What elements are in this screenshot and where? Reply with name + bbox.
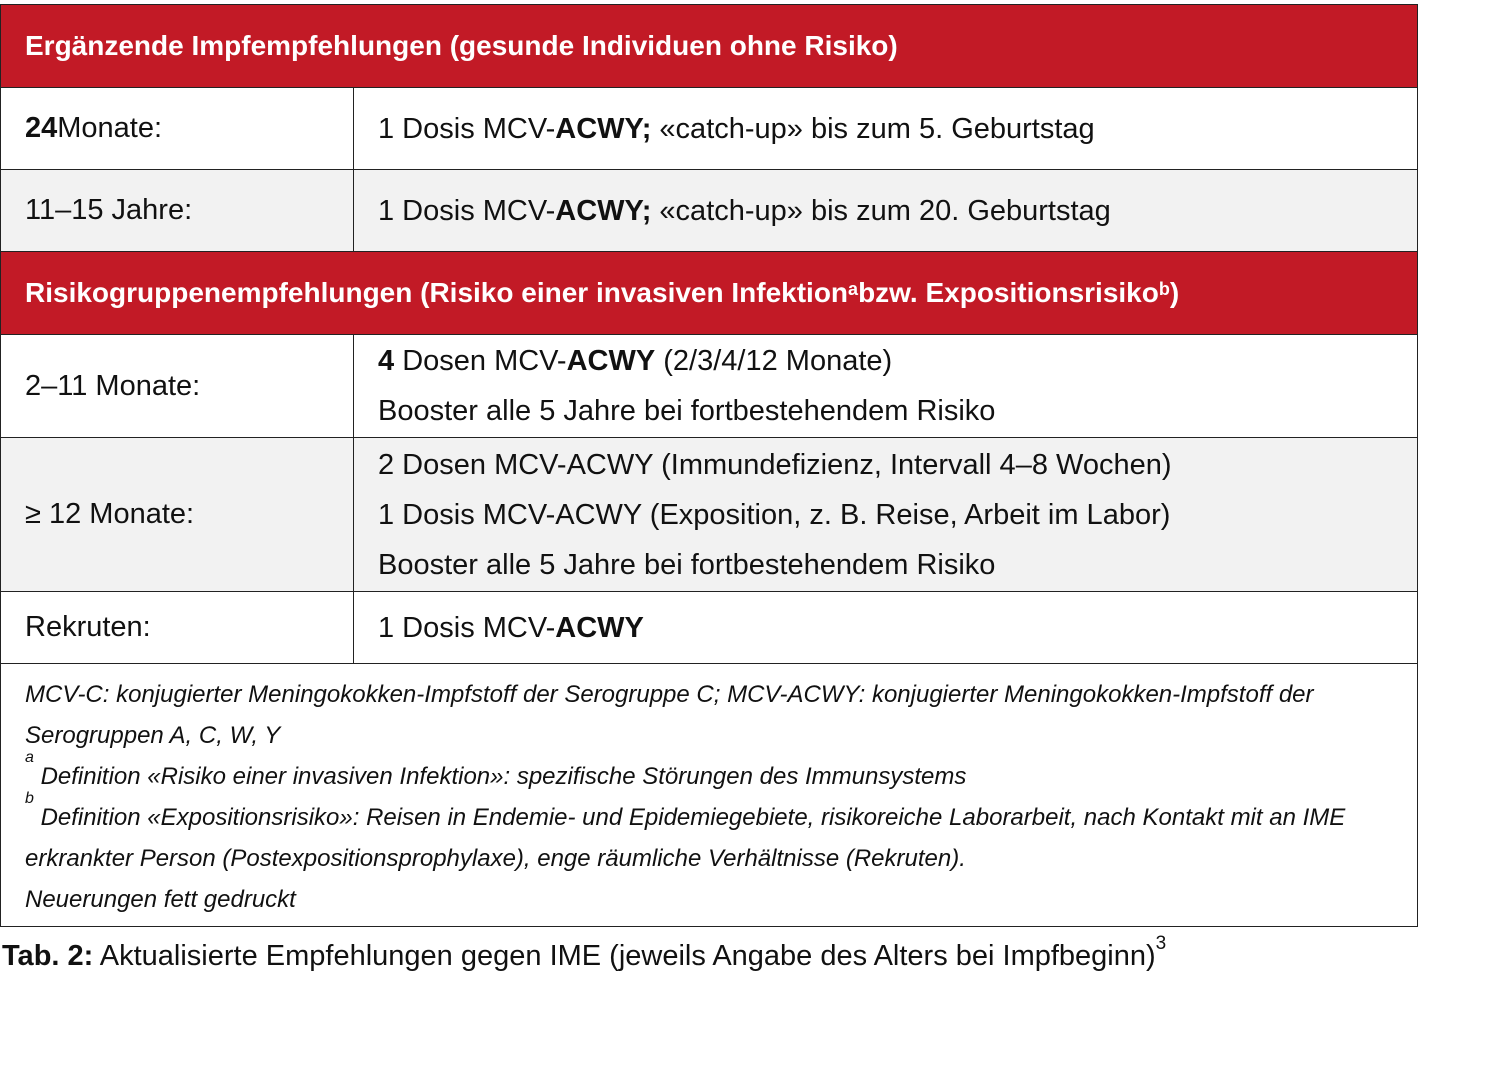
recommendation-cell: 1 Dosis MCV-ACWY [378, 611, 644, 644]
recommendation-cell: 4 Dosen MCV-ACWY (2/3/4/12 Monate) Booster alle 5 Jahre bei fortbestehendem Risiko [378, 345, 996, 427]
table-row [1, 438, 1417, 592]
recommendation-cell: 1 Dosis MCV-ACWY; «catch-up» bis zum 20. Geburtstag [378, 194, 1111, 227]
age-cell: ≥ 12 Monate: [1, 438, 354, 591]
footnote-b: $^b$ Definition «Expositionsrisiko»: Reisen in Endemie- und Epidemiegebiete, risikoreiche Laborarbeit, nach Kontakt mit an IME erkrankter Person (Postexpositionsprophylaxe), enge räumliche Verhältnisse (Rekruten). [25, 790, 1346, 872]
table-footnotes [1, 664, 1417, 926]
recommendation-cell: 1 Dosis MCV-ACWY; «catch-up» bis zum 5. Geburtstag [378, 112, 1095, 145]
bold-note: Neuerungen fett gedruckt [25, 886, 296, 913]
table-row [1, 170, 1417, 252]
age-cell: 2–11 Monate: [1, 335, 354, 437]
table-row [1, 88, 1417, 170]
table-caption: Tab. 2: Aktualisierte Empfehlungen gegen IME (jeweils Angabe des Alters bei Impfbeginn)$^3$ [2, 933, 1167, 972]
recommendation-cell: 2 Dosen MCV-ACWY (Immundefizienz, Intervall 4–8 Wochen) 1 Dosis MCV-ACWY (Exposition, z. B. Reise, Arbeit im Labor) Booster alle 5 Jahre bei fortbestehendem Risiko [378, 448, 1172, 581]
section-header-supplementary: Ergänzende Impfempfehlungen (gesunde Individuen ohne Risiko) [1, 5, 1417, 88]
age-cell: Rekruten: [1, 592, 354, 663]
age-cell: 11–15 Jahre: [1, 170, 354, 251]
age-cell: 24 Monate: [1, 88, 354, 169]
section-header-risk-groups: Risikogruppenempfehlungen (Risiko einer invasiven Infektion $^a$ bzw. Expositionsrisiko $^b$ ) [1, 252, 1417, 335]
recommendations-table [0, 4, 1418, 927]
abbreviation-note: MCV-C: konjugierter Meningokokken-Impfstoff der Serogruppe C; MCV-ACWY: konjugierter Meningokokken-Impfstoff der Serogruppen A, C, W, Y [25, 681, 1314, 749]
table-row [1, 335, 1417, 438]
footnote-a: $^a$ Definition «Risiko einer invasiven Infektion»: spezifische Störungen des Immunsystems [25, 749, 967, 790]
table-row [1, 592, 1417, 664]
